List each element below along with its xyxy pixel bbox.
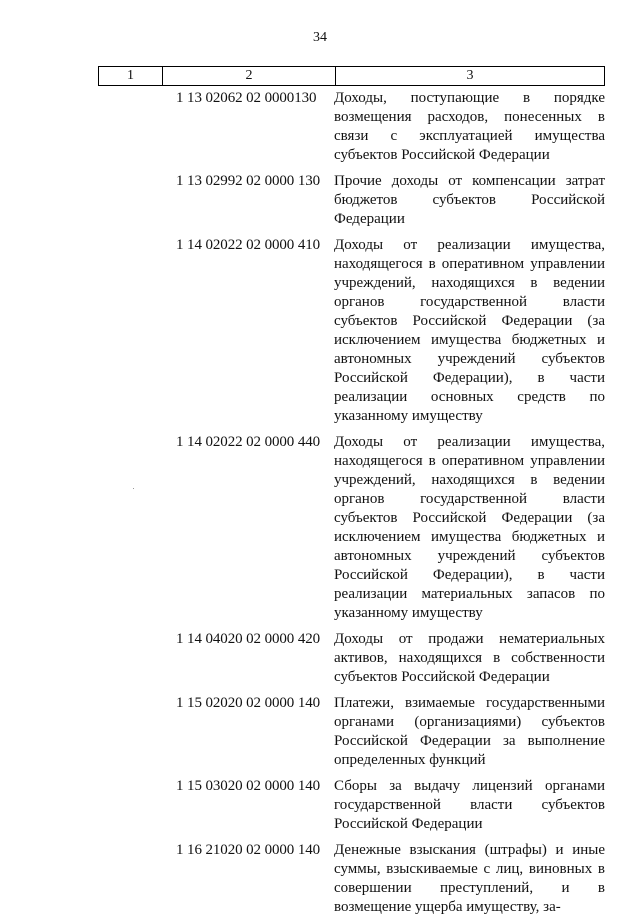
table-row — [98, 694, 605, 770]
income-description: Прочие доходы от компенсации затрат бюджетов субъектов Российской Федерации — [334, 173, 605, 227]
income-description: Доходы от реализации имущества, находящегося в оперативном управлении учреждений, находящихся в ведении органов государственной власти субъектов Российской Федерации (за исключением имущества бюджетных и автономных учреждений субъектов Российской Федерации), в части реализации основных средств по указанному имуществу — [334, 237, 605, 424]
table-row — [98, 172, 605, 229]
table-row — [98, 777, 605, 834]
income-description: Доходы, поступающие в порядке возмещения расходов, понесенных в связи с эксплуатацией имущества субъектов Российской Федерации — [334, 90, 605, 163]
income-description: Денежные взыскания (штрафы) и иные суммы, взыскиваемые с лиц, виновных в совершении преступлений, и в возмещение ущерба имуществу, за- — [334, 842, 605, 915]
table-row — [98, 630, 605, 687]
page-number: 34 — [313, 30, 327, 45]
table-header-col-3: 3 — [466, 68, 474, 83]
table-row — [98, 841, 605, 917]
table-row — [98, 89, 605, 165]
classification-code: 1 13 02992 02 0000 130 — [176, 173, 321, 189]
income-description: Доходы от реализации имущества, находящегося в оперативном управлении учреждений, находящихся в ведении органов государственной власти субъектов Российской Федерации (за исключением имущества бюджетных и автономных учреждений субъектов Российской Федерации), в части реализации материальных запасов по указанному имуществу — [334, 434, 605, 621]
table-row — [98, 433, 605, 623]
classification-code: 1 15 03020 02 0000 140 — [176, 778, 321, 794]
income-description: Доходы от продажи нематериальных активов, находящихся в собственности субъектов Российской Федерации — [334, 631, 605, 685]
classification-code: 1 13 02062 02 0000130 — [176, 90, 317, 106]
income-description: Сборы за выдачу лицензий органами государственной власти субъектов Российской Федерации — [334, 778, 605, 832]
table-header-col-2: 2 — [163, 67, 336, 85]
table-header-col-1: 1 — [99, 67, 163, 85]
classification-code: 1 16 21020 02 0000 140 — [176, 842, 321, 858]
scan-dot — [133, 488, 134, 489]
table-header-row — [98, 66, 605, 86]
table-row — [98, 236, 605, 426]
classification-code: 1 15 02020 02 0000 140 — [176, 695, 321, 711]
table-body — [98, 89, 605, 924]
classification-code: 1 14 02022 02 0000 410 — [176, 237, 321, 253]
income-description: Платежи, взимаемые государственными органами (организациями) субъектов Российской Федерации за выполнение определенных функций — [334, 695, 605, 768]
classification-code: 1 14 02022 02 0000 440 — [176, 434, 321, 450]
classification-code: 1 14 04020 02 0000 420 — [176, 631, 321, 647]
